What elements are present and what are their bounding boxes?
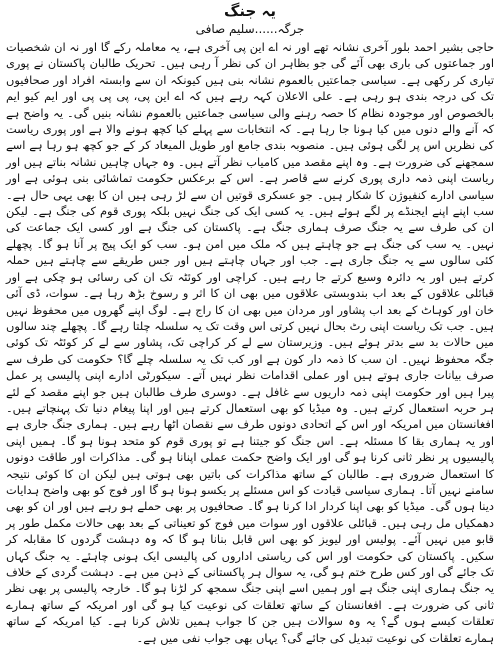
- article-byline: جرگہ......سلیم صافی: [195, 22, 305, 36]
- article-title: یہ جنگ: [224, 2, 276, 20]
- article-body: حاجی بشیر احمد بلور آخری نشانہ تھے اور نہ اے این پی آخری ہے، یہ معاملہ رکے گا اور نہ ان شخصیات اور جماعتوں کی باری بھی آئے گی جو بظاہر ان کی نظر آ رہی ہیں۔ تحریک طالبان پاکستان نے پوری تیاری کر رکھی ہے۔ سیاسی جماعتیں بالعموم نشانہ بنی ہیں کیونکہ ان سے وابستہ افراد اور صحافیوں تک کی درجہ بندی ہو رہی ہے۔ علی الاعلان کہہ رہے ہیں کہ اے این پی، پی پی پی اور ایم کیو ایم بالخصوص اور موجودہ نظام کا حصہ رہنے والی سیاسی جماعتیں بالعموم نشانہ بنیں گی۔ یہ واضح ہے کہ آنے والے دنوں میں کیا ہونا جا رہا ہے۔ کہ انتخابات سے پہلے کیا کچھ ہونے والا ہے اور پوری ریاست کی نظریں اس پر لگی ہوئی ہیں۔ منصوبہ بندی جامع اور طویل المیعاد کر کے جو کچھ ہو رہا ہے اسے سمجھنے کی ضرورت ہے۔ وہ اپنے مقصد میں کامیاب نظر آتے ہیں۔ وہ جہاں چاہیں نشانہ بناتے ہیں اور ریاست اپنی ذمہ داری پوری کرنے سے قاصر ہے۔ اس کے برعکس حکومت تماشائی بنی ہوئی ہے اور سیاسی ادارے کنفیوژن کا شکار ہیں۔ جو عسکری قوتیں ان سے لڑ رہی ہیں ان کا بھی یہی حال ہے۔ سب اپنے اپنے ایجنڈے پر لگے ہوئے ہیں۔ یہ کسی ایک کی جنگ نہیں بلکہ پوری قوم کی جنگ ہے۔ لیکن ان کی طرف سے یہ جنگ صرف ہماری جنگ ہے۔ پاکستان کی جنگ ہے اور کسی ایک جماعت کی نہیں۔ یہ سب کی جنگ ہے جو چاہتے ہیں کہ ملک میں امن ہو۔ سب کو ایک پیج پر آنا ہو گا۔ پچھلے کئی سالوں سے یہ جنگ جاری ہے۔ جب اور جہاں چاہتے ہیں اور جس طریقے سے چاہتے ہیں حملہ کرتے ہیں اور یہ دائرہ وسیع کرتے جا رہے ہیں۔ کراچی اور کوئٹہ تک ان کی رسائی ہو چکی ہے اور قبائلی علاقوں کے بعد اب بندوبستی علاقوں میں بھی ان کا اثر و رسوخ بڑھ رہا ہے۔ سوات، ڈی آئی خان اور کوہاٹ کے بعد اب پشاور اور مردان میں بھی ان کا راج ہے۔ لوگ اپنے گھروں میں محفوظ نہیں ہیں۔ جب تک ریاست اپنی رٹ بحال نہیں کرتی اس وقت تک یہ سلسلہ چلتا رہے گا۔ پچھلے چند سالوں میں حالات بد سے بدتر ہوئے ہیں۔ وزیرستان سے لے کر کراچی تک، پشاور سے لے کر کوئٹہ تک کوئی جگہ محفوظ نہیں۔ ان سب کا ذمہ دار کون ہے اور کب تک یہ سلسلہ چلے گا؟ حکومت کی طرف سے صرف بیانات جاری ہوتے ہیں اور عملی اقدامات نظر نہیں آتے۔ سیکورٹی ادارے اپنی پالیسی پر عمل پیرا ہیں اور حکومت اپنی ذمہ داریوں سے غافل ہے۔ دوسری طرف طالبان ہیں جو اپنے مقصد کے لئے ہر حربہ استعمال کرتے ہیں۔ وہ میڈیا کو بھی استعمال کرتے ہیں اور اپنا پیغام دنیا تک پہنچاتے ہیں۔ افغانستان میں امریکہ اور اس کے اتحادی دونوں طرف سے نقصان اٹھا رہے ہیں۔ ہماری جنگ جاری ہے اور یہ ہماری بقا کا مسئلہ ہے۔ اس جنگ کو جیتنا ہے تو پوری قوم کو متحد ہونا ہو گا۔ ہمیں اپنی پالیسیوں پر نظر ثانی کرنا ہو گی اور ایک واضح حکمت عملی اپنانا ہو گی۔ مذاکرات اور طاقت دونوں کا استعمال ضروری ہے۔ طالبان کے ساتھ مذاکرات کی باتیں بھی ہوتی ہیں لیکن ان کا کوئی نتیجہ سامنے نہیں آتا۔ ہماری سیاسی قیادت کو اس مسئلے پر یکسو ہونا ہو گا اور فوج کو بھی واضح ہدایات دینا ہوں گی۔ میڈیا کو بھی اپنا کردار ادا کرنا ہو گا۔ صحافیوں پر بھی حملے ہو رہے ہیں اور ان کو بھی دھمکیاں مل رہی ہیں۔ قبائلی علاقوں اور سوات میں فوج کو تعیناتی کے بعد بھی حالات مکمل طور پر قابو میں نہیں آئے۔ پولیس اور لیویز کو بھی اس قابل بنانا ہو گا کہ وہ دہشت گردوں کا مقابلہ کر سکیں۔ پاکستان کی حکومت اور اس کی ریاستی اداروں کی پالیسی ایک ہونی چاہئے۔ یہ جنگ کہاں تک جائے گی اور کس طرح ختم ہو گی، یہ سوال ہر پاکستانی کے ذہن میں ہے۔ دہشت گردی کے خلاف یہ جنگ ہماری اپنی جنگ ہے اور ہمیں اسے اپنی جنگ سمجھ کر لڑنا ہو گا۔ خارجہ پالیسی پر بھی نظر ثانی کی ضرورت ہے۔ افغانستان کے ساتھ تعلقات کی نوعیت کیا ہو گی اور امریکہ کے ساتھ ہمارے تعلقات کیسے ہوں گے؟ یہ وہ سوالات ہیں جن کا جواب ہمیں تلاش کرنا ہے۔ کیا امریکہ کے ساتھ ہمارے تعلقات کی نوعیت تبدیل کی جائے گی؟ یہاں بھی جواب نفی میں ہے۔: [6, 40, 494, 645]
